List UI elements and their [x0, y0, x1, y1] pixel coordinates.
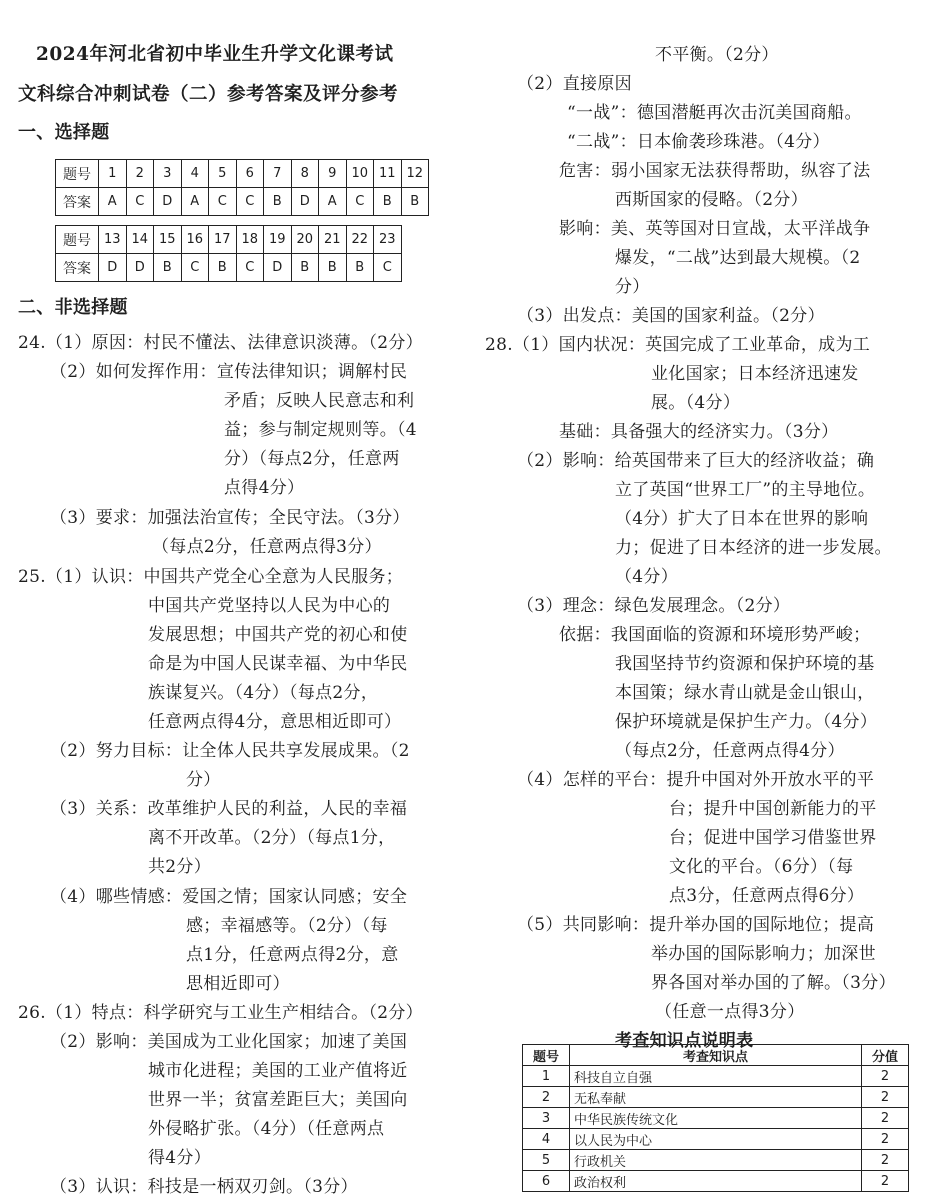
answer-line: 危害：弱小国家无法获得帮助，纵容了法: [559, 161, 871, 181]
answer-line: 城市化进程；美国的工业产值将近: [148, 1061, 408, 1081]
answer-line: 依据：我国面临的资源和环境形势严峻；: [559, 625, 871, 645]
table-row: 4 以人民为中心 2: [523, 1129, 909, 1150]
answer-line: 矛盾；反映人民意志和利: [224, 391, 415, 411]
answer-line: 28.（1）国内状况：英国完成了工业革命，成为工: [485, 335, 871, 355]
col-header: 分值: [862, 1045, 909, 1066]
answer-line: 分）: [186, 770, 221, 790]
answer-line: “一战”：德国潜艇再次击沉美国商船。: [567, 103, 862, 123]
answer-line: （3）认识：科技是一柄双刃剑。（3分）: [50, 1177, 358, 1197]
answer-line: 任意两点得4分，意思相近即可）: [148, 712, 402, 732]
answer-line: 点3分，任意两点得6分）: [669, 886, 865, 906]
answer-line: （4）哪些情感：爱国之情；国家认同感；安全: [50, 887, 408, 907]
answer-line: 爆发，“二战”达到最大规模。（2: [615, 248, 861, 268]
row-label: 答案: [56, 188, 99, 216]
answer-line: （每点2分，任意两点得4分）: [615, 741, 845, 761]
doc-title-line1: 2024年河北省初中毕业生升学文化课考试: [36, 44, 394, 65]
answer-line: 台；促进中国学习借鉴世界: [669, 828, 877, 848]
answer-line: 保护环境就是保护生产力。（4分）: [615, 712, 878, 732]
table-row: 1 科技自立自强 2: [523, 1066, 909, 1087]
answer-line: “二战”：日本偷袭珍珠港。（4分）: [567, 132, 830, 152]
row-label: 题号: [56, 226, 99, 254]
answer-line: 24.（1）原因：村民不懂法、法律意识淡薄。（2分）: [18, 333, 423, 353]
table-row: 答案 A C D A C C B D A C B B: [56, 188, 429, 216]
answer-line: （2）影响：给英国带来了巨大的经济收益；确: [517, 451, 875, 471]
answer-line: 点1分，任意两点得2分，意: [186, 945, 399, 965]
answer-line: 我国坚持节约资源和保护环境的基: [615, 654, 875, 674]
knowledge-table-title: 考查知识点说明表: [615, 1031, 754, 1051]
answer-line: 益；参与制定规则等。（4: [224, 420, 417, 440]
answer-line: （3）要求：加强法治宣传；全民守法。（3分）: [50, 508, 410, 528]
answer-line: 离不开改革。（2分）（每点1分，: [148, 828, 396, 848]
answer-table-1: [55, 159, 429, 216]
answer-line: 本国策；绿水青山就是金山银山，: [615, 683, 875, 703]
answer-line: （4分）: [615, 567, 679, 587]
answer-line: 发展思想；中国共产党的初心和使: [148, 625, 408, 645]
row-label: 题号: [56, 160, 99, 188]
answer-line: 思相近即可）: [186, 974, 290, 994]
answer-line: 外侵略扩张。（4分）（任意两点: [148, 1119, 385, 1139]
answer-line: 业化国家；日本经济迅速发: [651, 364, 859, 384]
table-row: 2 无私奉献 2: [523, 1087, 909, 1108]
doc-title-line2: 文科综合冲刺试卷（二）参考答案及评分参考: [18, 84, 399, 105]
answer-line: 世界一半；贫富差距巨大；美国向: [148, 1090, 408, 1110]
answer-line: 26.（1）特点：科学研究与工业生产相结合。（2分）: [18, 1003, 423, 1023]
answer-line: 文化的平台。（6分）（每: [669, 857, 854, 877]
answer-line: 展。（4分）: [651, 393, 741, 413]
answer-line: （任意一点得3分）: [655, 1002, 805, 1022]
answer-line: 中国共产党坚持以人民为中心的: [148, 596, 391, 616]
answer-line: 影响：美、英等国对日宣战，太平洋战争: [559, 219, 871, 239]
answer-line: 基础：具备强大的经济实力。（3分）: [559, 422, 839, 442]
answer-line: 点得4分）: [224, 478, 305, 498]
table-row: 5 行政机关 2: [523, 1150, 909, 1171]
answer-line: （每点2分，任意两点得3分）: [152, 537, 382, 557]
answer-line: 台；提升中国创新能力的平: [669, 799, 877, 819]
table-row: 6 政治权利 2: [523, 1171, 909, 1192]
table-row: 答案 D D B C B C D B B B C: [56, 254, 402, 282]
answer-line: 族谋复兴。（4分）（每点2分，: [148, 683, 379, 703]
answer-line: （3）出发点：美国的国家利益。（2分）: [517, 306, 825, 326]
answer-line: （2）如何发挥作用：宣传法律知识；调解村民: [50, 362, 408, 382]
answer-line: 共2分）: [148, 857, 212, 877]
answer-line: 得4分）: [148, 1148, 212, 1168]
knowledge-table: [522, 1044, 909, 1192]
section-heading-choice: 一、选择题: [18, 122, 110, 143]
table-row: 3 中华民族传统文化 2: [523, 1108, 909, 1129]
answer-line: （2）影响：美国成为工业化国家；加速了美国: [50, 1032, 408, 1052]
col-header: 题号: [523, 1045, 570, 1066]
answer-line: 西斯国家的侵略。（2分）: [615, 190, 808, 210]
answer-line: 命是为中国人民谋幸福、为中华民: [148, 654, 408, 674]
answer-line: 立了英国“世界工厂”的主导地位。: [615, 480, 876, 500]
answer-line: 分）（每点2分，任意两: [224, 449, 400, 469]
answer-line: （3）理念：绿色发展理念。（2分）: [517, 596, 791, 616]
answer-line: 界各国对举办国的了解。（3分）: [651, 973, 896, 993]
col-header: 考查知识点: [570, 1045, 862, 1066]
answer-line: （4）怎样的平台：提升中国对外开放水平的平: [517, 770, 875, 790]
table-row: 题号 13 14 15 16 17 18 19 20 21 22 23: [56, 226, 402, 254]
section-heading-nonchoice: 二、非选择题: [18, 297, 128, 318]
answer-line: 力；促进了日本经济的进一步发展。: [615, 538, 892, 558]
answer-line: （5）共同影响：提升举办国的国际地位；提高: [517, 915, 875, 935]
table-row: 题号 1 2 3 4 5 6 7 8 9 10 11 12: [56, 160, 429, 188]
answer-line: （3）关系：改革维护人民的利益，人民的幸福: [50, 799, 408, 819]
answer-line: （2）直接原因: [517, 74, 632, 94]
answer-table-2: [55, 225, 402, 282]
answer-line: （4分）扩大了日本在世界的影响: [615, 509, 869, 529]
answer-line: （2）努力目标：让全体人民共享发展成果。（2: [50, 741, 410, 761]
answer-line: 不平衡。（2分）: [655, 45, 779, 65]
answer-line: 感；幸福感等。（2分）（每: [186, 916, 388, 936]
answer-line: 举办国的国际影响力；加深世: [651, 944, 876, 964]
row-label: 答案: [56, 254, 99, 282]
answer-line: 分）: [615, 277, 650, 297]
table-header-row: [523, 1045, 909, 1066]
answer-line: 25.（1）认识：中国共产党全心全意为人民服务；: [18, 567, 404, 587]
